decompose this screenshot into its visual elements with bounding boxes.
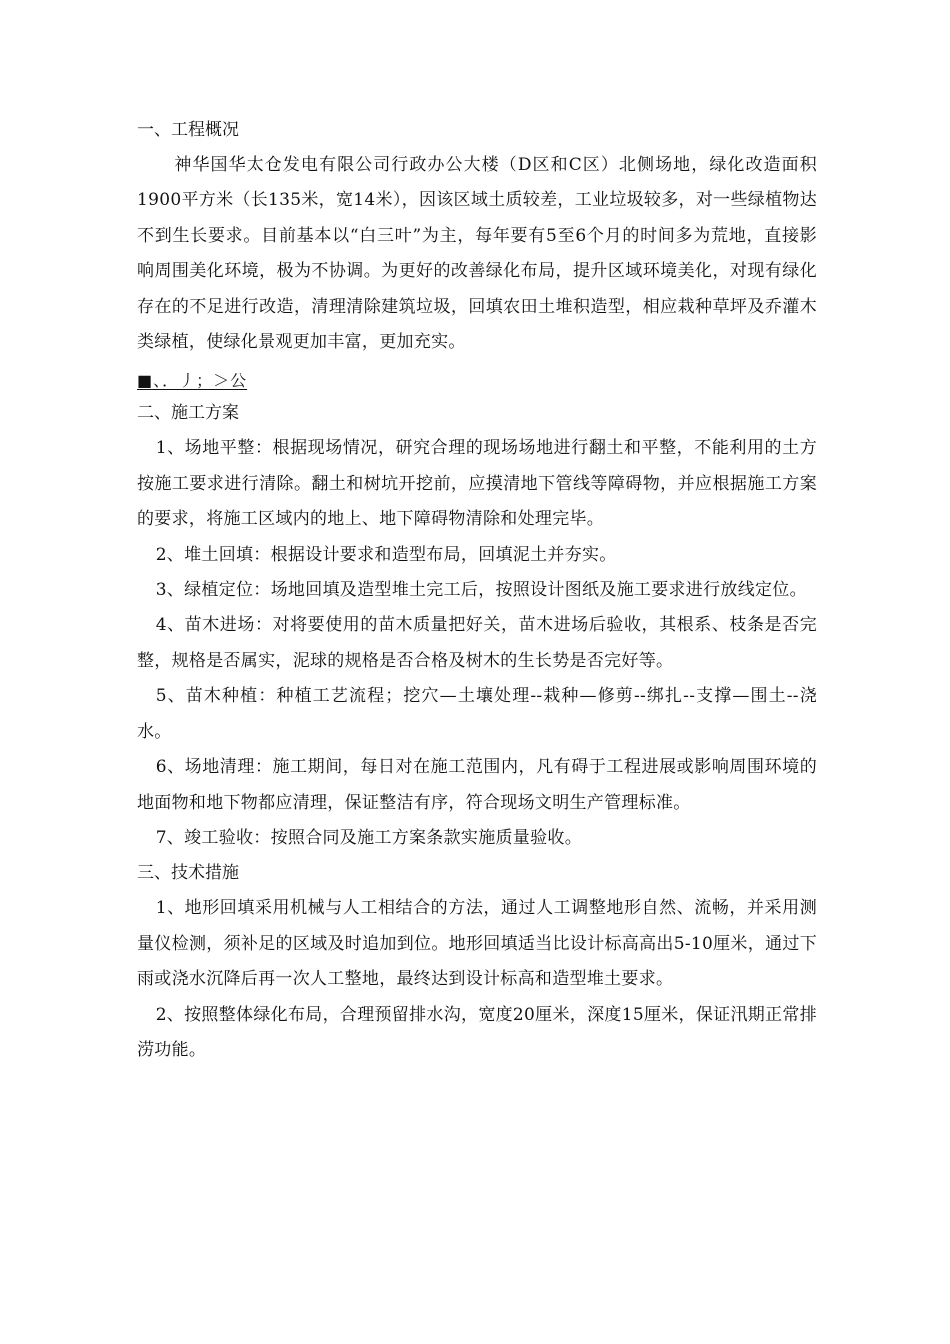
plan-item-backfill: 2、堆土回填：根据设计要求和造型布局，回填泥土并夯实。 (155, 544, 617, 565)
scan-artifact-text: ■、．丿；＞公 (137, 371, 248, 391)
plan-item-planting-layout: 3、绿植定位：场地回填及造型堆土完工后，按照设计图纸及施工要求进行放线定位。 (155, 580, 807, 601)
section-heading-overview: 一、工程概况 (137, 120, 239, 140)
plan-item-site-leveling: 1、场地平整：根据现场情况，研究合理的现场场地进行翻土和平整，不能利用的土方按施工要求进行清除。翻土和树坑开挖前，应摸清地下管线等障碍物，并应根据施工方案的要求，将施工区域内的地上、地下障碍物清除和处理完毕。 (137, 438, 817, 530)
plan-item-acceptance: 7、竣工验收：按照合同及施工方案条款实施质量验收。 (155, 827, 583, 848)
measure-item-drainage: 2、按照整体绿化布局，合理预留排水沟，宽度20厘米，深度15厘米，保证汛期正常排涝功能。 (137, 1004, 817, 1060)
section-heading-construction-plan: 二、施工方案 (137, 403, 239, 424)
scan-artifact-line (137, 366, 817, 396)
document-body (137, 113, 817, 1068)
section-heading-technical-measures: 三、技术措施 (137, 863, 239, 884)
plan-item-seedling-planting: 5、苗木种植：种植工艺流程；挖穴—土壤处理--栽种—修剪--绑扎--支撑—围土--浇水。 (137, 686, 817, 742)
measure-item-terrain-backfill: 1、地形回填采用机械与人工相结合的方法，通过人工调整地形自然、流畅，并采用测量仪检测，须补足的区域及时追加到位。地形回填适当比设计标高高出5-10厘米，通过下雨或浇水沉降后再一次人工整地，最终达到设计标高和造型堆土要求。 (137, 898, 817, 990)
plan-item-site-cleanup: 6、场地清理：施工期间，每日对在施工范围内，凡有碍于工程进展或影响周围环境的地面物和地下物都应清理，保证整洁有序，符合现场文明生产管理标准。 (137, 757, 817, 813)
overview-paragraph: 神华国华太仓发电有限公司行政办公大楼（D区和C区）北侧场地，绿化改造面积1900平方米（长135米，宽14米），因该区域土质较差，工业垃圾较多，对一些绿植物达不到生长要求。目前基本以“白三叶”为主，每年要有5至6个月的时间多为荒地，直接影响周围美化环境，极为不协调。为更好的改善绿化布局，提升区域环境美化，对现有绿化存在的不足进行改造，清理清除建筑垃圾，回填农田土堆积造型，相应栽种草坪及乔灌木类绿植，使绿化景观更加丰富，更加充实。 (137, 155, 817, 353)
plan-item-seedling-entry: 4、苗木进场：对将要使用的苗木质量把好关，苗木进场后验收，其根系、枝条是否完整，规格是否属实，泥球的规格是否合格及树木的生长势是否完好等。 (137, 615, 817, 671)
